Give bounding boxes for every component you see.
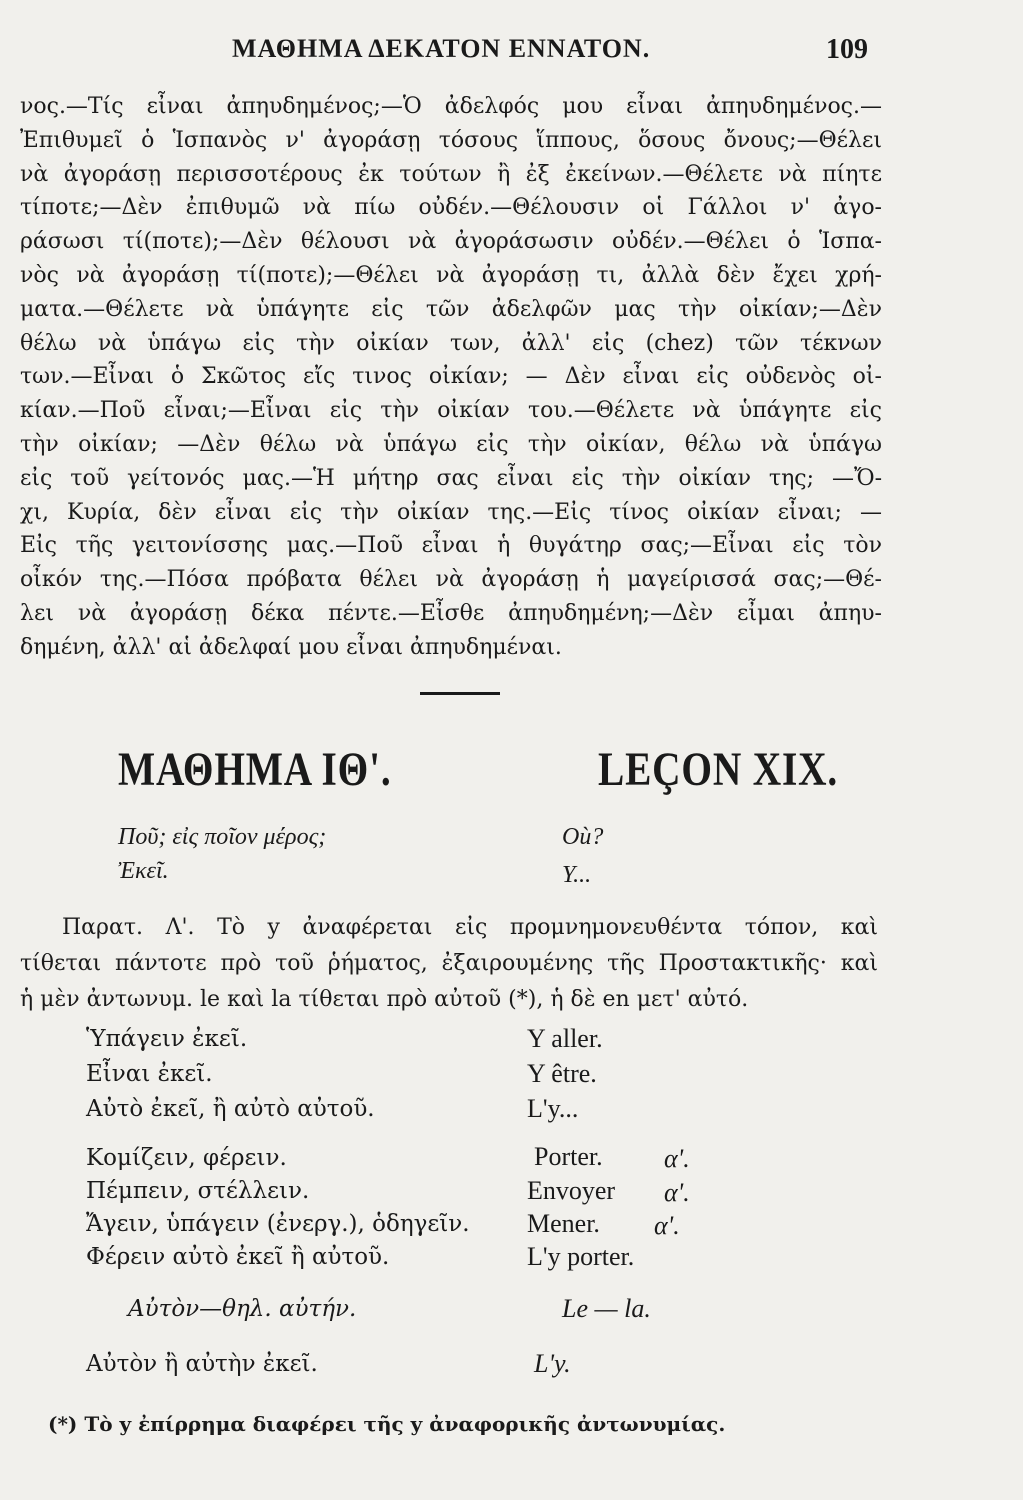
- paragraph-line: νὸς νὰ ἀγοράσῃ τί(ποτε);—Θέλει νὰ ἀγοράσῃ τι, ἀλλὰ δὲν ἔχει χρή-: [20, 262, 882, 288]
- page-number: 109: [826, 34, 868, 65]
- lesson-title-french: LEÇON XIX.: [598, 743, 839, 796]
- remark-line: Παρατ. Λ'. Τὸ y ἀναφέρεται εἰς προμνημονευθέντα τόπον, καὶ: [62, 915, 878, 940]
- question-greek: Ποῦ; εἰς ποῖον μέρος;: [118, 824, 327, 850]
- section-divider: [420, 692, 500, 695]
- vocab-greek: Αὐτὸν ἢ αὐτὴν ἐκεῖ.: [86, 1351, 318, 1377]
- vocab-greek: Εἶναι ἐκεῖ.: [86, 1061, 213, 1087]
- paragraph-line: τὴν οἰκίαν; —Δὲν θέλω νὰ ὑπάγω εἰς τὴν οἰκίαν, θέλω νὰ ὑπάγω: [20, 431, 882, 457]
- vocab-french: Y être.: [527, 1059, 597, 1088]
- paragraph-line: κίαν.—Ποῦ εἶναι;—Εἶναι εἰς τὴν οἰκίαν του.—Θέλετε νὰ ὑπάγητε εἰς: [20, 398, 882, 424]
- vocab-greek: Πέμπειν, στέλλειν.: [86, 1178, 310, 1204]
- vocab-french: L'y porter.: [527, 1242, 635, 1271]
- running-title: ΜΑΘΗΜΑ ΔΕΚΑΤΟΝ ΕΝΝΑΤΟΝ.: [232, 34, 651, 63]
- paragraph-line: Εἰς τῆς γειτονίσσης μας.—Ποῦ εἶναι ἡ θυγάτηρ σας;—Εἶναι εἰς τὸν: [20, 533, 882, 559]
- vocab-french: Porter.: [534, 1142, 603, 1171]
- paragraph-line: ράσωσι τί(ποτε);—Δὲν θέλουσι νὰ ἀγοράσωσιν οὐδέν.—Θέλει ὁ Ἱσπα-: [20, 229, 882, 255]
- exercise-paragraph: [20, 90, 882, 665]
- vocab-french: Y aller.: [527, 1024, 603, 1053]
- remark-line: τίθεται πάντοτε πρὸ τοῦ ῥήματος, ἐξαιρουμένης τῆς Προστακτικῆς· καὶ: [20, 951, 878, 976]
- paragraph-line: λει νὰ ἀγοράσῃ δέκα πέντε.—Εἶσθε ἀπηυδημένη;—Δὲν εἶμαι ἀπηυ-: [20, 600, 882, 626]
- footnote: (*) Τὸ y ἐπίρρημα διαφέρει τῆς y ἀναφορικῆς ἀντωνυμίας.: [48, 1412, 726, 1436]
- paragraph-line: Ἐπιθυμεῖ ὁ Ἱσπανὸς ν' ἀγοράσῃ τόσους ἵππους, ὅσους ὄνους;—Θέλει: [20, 127, 882, 153]
- vocab-french: Mener.: [527, 1209, 600, 1238]
- vocab-greek: Ἄγειν, ὑπάγειν (ἐνεργ.), ὁδηγεῖν.: [86, 1211, 470, 1237]
- paragraph-line: εἰς τοῦ γείτονός μας.—Ἡ μήτηρ σας εἶναι εἰς τὴν οἰκίαν της; —Ὄ-: [20, 465, 882, 491]
- paragraph-line: ματα.—Θέλετε νὰ ὑπάγητε εἰς τῶν ἀδελφῶν μας τὴν οἰκίαν;—Δὲν: [20, 296, 882, 322]
- paragraph-line: δημένη, ἀλλ' αἱ ἀδελφαί μου εἶναι ἀπηυδημέναι.: [20, 634, 562, 660]
- paragraph-line: οἶκόν της.—Πόσα πρόβατα θέλει νὰ ἀγοράσῃ ἡ μαγείρισσά σας;—Θέ-: [20, 567, 882, 593]
- paragraph-line: θέλω νὰ ὑπάγω εἰς τὴν οἰκίαν των, ἀλλ' εἰς (chez) τῶν τέκνων: [20, 330, 882, 356]
- remark-line: ἡ μὲν ἀντωνυμ. le καὶ la τίθεται πρὸ αὐτοῦ (*), ἡ δὲ en μετ' αὐτό.: [20, 987, 749, 1012]
- vocab-conjugation: α'.: [664, 1178, 690, 1207]
- vocab-greek: Φέρειν αὐτὸ ἐκεῖ ἢ αὐτοῦ.: [86, 1244, 390, 1270]
- paragraph-line: νος.—Τίς εἶναι ἀπηυδημένος;—Ὁ ἀδελφός μου εἶναι ἀπηυδημένος.—: [20, 94, 882, 119]
- paragraph-line: των.—Εἶναι ὁ Σκῶτος εἴς τινος οἰκίαν; — Δὲν εἶναι εἰς οὐδενὸς οἰ-: [20, 364, 882, 390]
- paragraph-line: νὰ ἀγοράσῃ περισσοτέρους ἐκ τούτων ἢ ἐξ ἐκείνων.—Θέλετε νὰ πίητε: [20, 161, 882, 187]
- pronoun-french: Le — la.: [562, 1294, 651, 1323]
- vocab-french: L'y.: [534, 1349, 571, 1378]
- vocab-conjugation: α'.: [664, 1144, 690, 1173]
- paragraph-line: τίποτε;—Δὲν ἐπιθυμῶ νὰ πίω οὐδέν.—Θέλουσιν οἱ Γάλλοι ν' ἀγο-: [20, 195, 882, 221]
- vocab-greek: Ὑπάγειν ἐκεῖ.: [86, 1026, 248, 1052]
- question-french: Où?: [562, 824, 604, 850]
- running-head: [0, 34, 1023, 74]
- vocab-french: Envoyer: [527, 1176, 616, 1205]
- vocab-greek: Αὐτὸ ἐκεῖ, ἢ αὐτὸ αὐτοῦ.: [86, 1096, 375, 1122]
- grammar-remark: [20, 910, 878, 1018]
- vocab-conjugation: α'.: [654, 1211, 680, 1240]
- vocab-french: L'y...: [527, 1094, 579, 1123]
- vocab-greek: Κομίζειν, φέρειν.: [86, 1145, 287, 1171]
- lesson-title-greek: ΜΑΘΗΜΑ ΙΘ'.: [118, 743, 392, 796]
- paragraph-line: χι, Κυρία, δὲν εἶναι εἰς τὴν οἰκίαν της.—Εἰς τίνος οἰκίαν εἶναι; —: [20, 499, 882, 525]
- question-greek: Ἐκεῖ.: [118, 858, 169, 884]
- question-french: Y...: [562, 862, 592, 888]
- pronoun-greek: Αὐτὸν—θηλ. αὐτήν.: [128, 1296, 357, 1322]
